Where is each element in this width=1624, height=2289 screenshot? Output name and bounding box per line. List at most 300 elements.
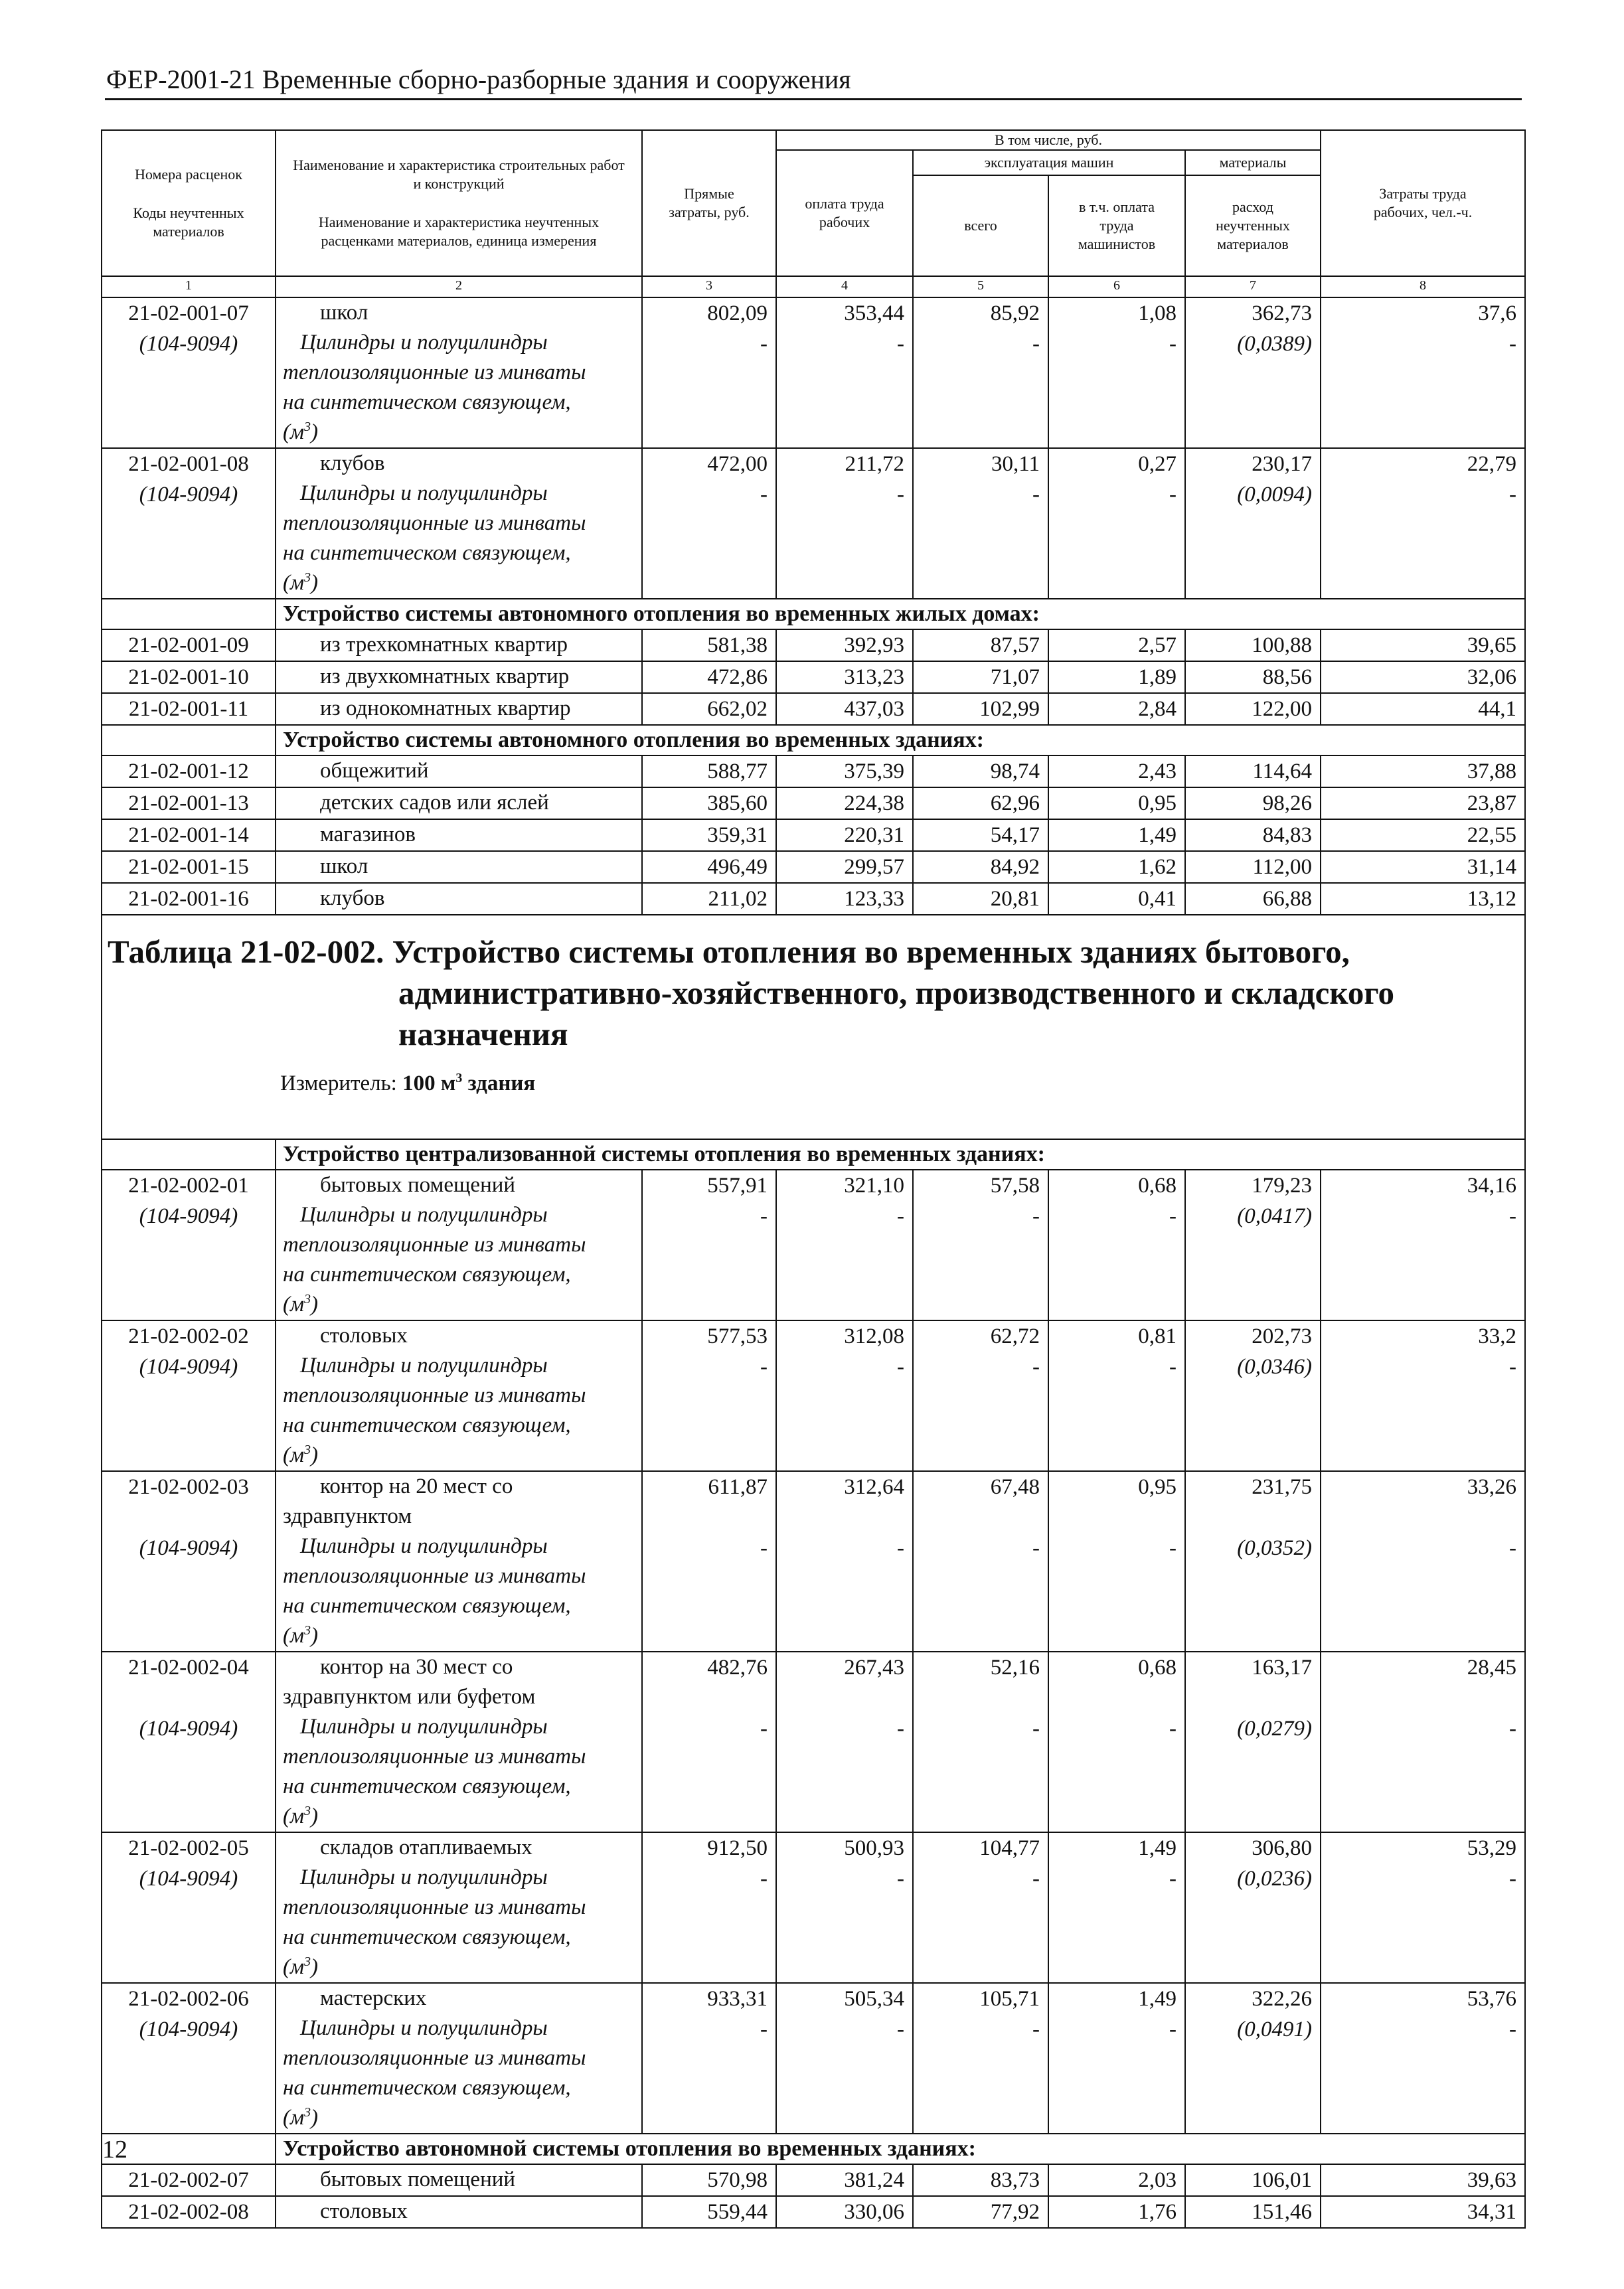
value-v8 — [1321, 1652, 1525, 1832]
value-v8: 13,12 — [1321, 883, 1525, 915]
rate-code: 21-02-001-15 — [102, 851, 276, 883]
value: 0,81 — [1138, 1324, 1177, 1348]
work-name: бытовых помещений — [320, 1173, 516, 1197]
unit: м — [290, 1955, 305, 1979]
rate-name-cell — [276, 1320, 642, 1471]
value: 0,68 — [1138, 1174, 1177, 1198]
value: 472,00 — [707, 452, 768, 476]
sub-value: (0,0389) — [1237, 332, 1313, 356]
sub-value: (0,0417) — [1237, 1204, 1313, 1228]
value-v6: 2,57 — [1048, 629, 1185, 661]
rate-row — [102, 629, 1525, 661]
material-description — [283, 2013, 641, 2133]
value: 1,49 — [1138, 1836, 1177, 1860]
table-title-line: Таблица 21-02-002. Устройство системы отопления во временных зданиях бытового, — [108, 933, 1350, 970]
section-caption: Устройство автономной системы отопления во временных зданиях: — [276, 2134, 1525, 2164]
work-name: клубов — [320, 451, 385, 475]
document-header-title: ФЕР-2001-21 Временные сборно-разборные здания и сооружения — [106, 64, 851, 94]
value-v8: 32,06 — [1321, 661, 1525, 693]
material-code: (104-9094) — [139, 332, 238, 356]
sub-value: - — [897, 1867, 904, 1891]
sub-value: (0,0094) — [1237, 483, 1313, 507]
value: 912,50 — [707, 1836, 768, 1860]
table-title — [102, 915, 1525, 1139]
value: 28,45 — [1467, 1656, 1517, 1680]
material-description — [283, 1532, 641, 1651]
value-v8 — [1321, 1983, 1525, 2134]
sub-value: - — [1509, 1204, 1517, 1228]
sub-value: - — [760, 1867, 768, 1891]
rate-row — [102, 755, 1525, 787]
value-v3 — [642, 297, 776, 448]
material-line: теплоизоляционные из минваты — [283, 2046, 586, 2070]
value-v7 — [1185, 1320, 1321, 1471]
value-v4 — [776, 448, 913, 599]
material-unit: $(м^3)$ — [283, 1954, 318, 1979]
rate-code: 21-02-001-07 — [128, 301, 249, 325]
value-v6: 1,62 — [1048, 851, 1185, 883]
material-line: на синтетическом связующем, — [283, 541, 571, 565]
work-name: школ — [320, 301, 368, 325]
work-name: столовых — [320, 1324, 408, 1348]
material-line: Цилиндры и полуцилиндры — [300, 1865, 548, 1889]
rate-code-cell — [102, 1832, 276, 1983]
material-unit: $(м^3)$ — [283, 420, 318, 444]
sub-value: - — [1032, 483, 1040, 507]
sub-value: - — [760, 1536, 768, 1560]
value-v4 — [776, 1471, 913, 1652]
unit: м — [290, 2106, 305, 2130]
unit: м — [290, 1293, 305, 1316]
table-title-row — [102, 915, 1525, 1139]
work-name: общежитий — [320, 759, 429, 783]
value-v7: 106,01 — [1185, 2164, 1321, 2196]
value-v5 — [913, 1832, 1048, 1983]
value-v7: 98,26 — [1185, 787, 1321, 819]
value-v6 — [1048, 1652, 1185, 1832]
caption-spacer — [102, 1139, 276, 1170]
rate-code: 21-02-001-10 — [102, 661, 276, 693]
rate-row — [102, 1471, 1525, 1652]
value-v3: 472,86 — [642, 661, 776, 693]
unit: м — [290, 571, 305, 595]
value: 312,64 — [844, 1475, 904, 1499]
material-line: Цилиндры и полуцилиндры — [300, 481, 548, 505]
sub-value: - — [1169, 1717, 1177, 1741]
value-v6 — [1048, 1983, 1185, 2134]
value-v8: 37,88 — [1321, 755, 1525, 787]
value-v5: 20,81 — [913, 883, 1048, 915]
material-line: Цилиндры и полуцилиндры — [300, 1203, 548, 1227]
sub-value: - — [1032, 1717, 1040, 1741]
rate-row — [102, 787, 1525, 819]
sub-value: - — [1509, 1717, 1517, 1741]
material-line: теплоизоляционные из минваты — [283, 360, 586, 384]
value: 230,17 — [1252, 452, 1313, 476]
value: 577,53 — [707, 1324, 768, 1348]
col-2-top: Наименование и характеристика строительных работ и конструкций — [293, 157, 625, 192]
sub-value: - — [1169, 1204, 1177, 1228]
value-v5 — [913, 1652, 1048, 1832]
rate-code-cell — [102, 1983, 276, 2134]
value-v7: 66,88 — [1185, 883, 1321, 915]
rate-code-cell — [102, 297, 276, 448]
sub-value: - — [1169, 1536, 1177, 1560]
sub-value: - — [760, 1355, 768, 1379]
rate-name-cell — [276, 1832, 642, 1983]
value: 0,27 — [1138, 452, 1177, 476]
material-description — [283, 1712, 641, 1832]
rate-code: 21-02-002-04 — [128, 1656, 249, 1680]
column-numbers-row — [102, 276, 1525, 297]
material-unit: $(м^3)$ — [283, 1292, 318, 1316]
caption-spacer — [102, 2134, 276, 2164]
caption-spacer — [102, 725, 276, 755]
value-v3: 570,98 — [642, 2164, 776, 2196]
value-v7 — [1185, 448, 1321, 599]
value-v3 — [642, 1652, 776, 1832]
value-v3 — [642, 1983, 776, 2134]
value: 179,23 — [1252, 1174, 1313, 1198]
sub-value: (0,0491) — [1237, 2017, 1313, 2041]
sub-value: - — [1169, 1867, 1177, 1891]
rate-row — [102, 1652, 1525, 1832]
including-header: В том числе, руб. — [776, 130, 1321, 150]
col-3-header: Прямые затраты, руб. — [642, 130, 776, 276]
sub-value: - — [760, 332, 768, 356]
col-5-header: всего — [913, 175, 1048, 276]
value: 22,79 — [1467, 452, 1517, 476]
work-name: бытовых помещений — [320, 2168, 516, 2191]
value: 34,16 — [1467, 1174, 1517, 1198]
value-v8: 23,87 — [1321, 787, 1525, 819]
value-v6: 2,03 — [1048, 2164, 1185, 2196]
value-v4: 123,33 — [776, 883, 913, 915]
value: 211,72 — [845, 452, 904, 476]
column-number: 2 — [276, 276, 642, 297]
material-line: теплоизоляционные из минваты — [283, 1383, 586, 1407]
value: 30,11 — [991, 452, 1040, 476]
value-v7: 151,46 — [1185, 2196, 1321, 2228]
sub-value: - — [1509, 332, 1517, 356]
value: 557,91 — [707, 1174, 768, 1198]
value-v5 — [913, 1983, 1048, 2134]
material-unit: $(м^3)$ — [283, 1623, 318, 1648]
sub-value: - — [1169, 332, 1177, 356]
rate-row — [102, 883, 1525, 915]
rate-row — [102, 2164, 1525, 2196]
value-v6: 2,84 — [1048, 693, 1185, 725]
material-line: Цилиндры и полуцилиндры — [300, 2016, 548, 2040]
sub-value: - — [1032, 332, 1040, 356]
col-1-header — [102, 130, 276, 276]
table-title-line: административно-хозяйственного, производственного и складского — [398, 975, 1394, 1011]
material-line: теплоизоляционные из минваты — [283, 1564, 586, 1588]
section-caption: Устройство централизованной системы отопления во временных зданиях: — [276, 1139, 1525, 1170]
sub-value: (0,0346) — [1237, 1355, 1313, 1379]
value-v7 — [1185, 1983, 1321, 2134]
sub-value: (0,0279) — [1237, 1717, 1313, 1741]
unit: м — [290, 420, 305, 444]
rate-name-cell — [276, 1471, 642, 1652]
rate-name — [276, 2196, 642, 2228]
rate-row — [102, 851, 1525, 883]
rate-code: 21-02-001-09 — [102, 629, 276, 661]
material-line: Цилиндры и полуцилиндры — [300, 1715, 548, 1739]
col-2-header — [276, 130, 642, 276]
value-v5 — [913, 1320, 1048, 1471]
value-v4 — [776, 1832, 913, 1983]
material-code: (104-9094) — [139, 1867, 238, 1891]
value: 62,72 — [990, 1324, 1040, 1348]
section-caption-row — [102, 599, 1525, 629]
unit-sup: 3 — [304, 1804, 311, 1818]
value: 85,92 — [990, 301, 1040, 325]
header-rule — [105, 98, 1522, 100]
rate-name-cell — [276, 1983, 642, 2134]
sub-value: - — [897, 1355, 904, 1379]
sub-value: - — [1032, 2017, 1040, 2041]
rate-code-cell — [102, 1652, 276, 1832]
value-v4: 330,06 — [776, 2196, 913, 2228]
value-v5: 83,73 — [913, 2164, 1048, 2196]
value-v7 — [1185, 297, 1321, 448]
value-v8: 44,1 — [1321, 693, 1525, 725]
rate-row — [102, 1170, 1525, 1320]
value-v7: 122,00 — [1185, 693, 1321, 725]
value-v5 — [913, 297, 1048, 448]
material-unit: $(м^3)$ — [283, 570, 318, 595]
value: 500,93 — [844, 1836, 904, 1860]
sub-value: - — [1169, 2017, 1177, 2041]
value: 52,16 — [990, 1656, 1040, 1680]
value: 104,77 — [979, 1836, 1040, 1860]
rate-name — [276, 883, 642, 915]
sub-value: - — [897, 1536, 904, 1560]
rate-row — [102, 1983, 1525, 2134]
value-v4: 313,23 — [776, 661, 913, 693]
value-v4 — [776, 1320, 913, 1471]
rate-code: 21-02-002-06 — [128, 1987, 249, 2011]
value-v6 — [1048, 1832, 1185, 1983]
value-v7: 112,00 — [1185, 851, 1321, 883]
value-v3: 559,44 — [642, 2196, 776, 2228]
value-v5 — [913, 448, 1048, 599]
rate-name — [276, 693, 642, 725]
col-4-header: оплата труда рабочих — [776, 150, 913, 276]
value-v3: 359,31 — [642, 819, 776, 851]
value-v4: 381,24 — [776, 2164, 913, 2196]
sub-value: - — [1032, 1536, 1040, 1560]
material-description — [283, 328, 641, 447]
unit-sup: 3 — [304, 570, 311, 585]
unit-sup: 3 — [304, 2105, 311, 2120]
material-code: (104-9094) — [139, 1355, 238, 1379]
rate-row — [102, 1832, 1525, 1983]
value: 53,76 — [1467, 1987, 1517, 2011]
sub-value: (0,0352) — [1237, 1536, 1313, 1560]
sub-value: - — [1509, 1867, 1517, 1891]
value-v3 — [642, 1832, 776, 1983]
work-name: контор на 20 мест со — [320, 1474, 513, 1498]
material-line: Цилиндры и полуцилиндры — [300, 1354, 548, 1378]
value: 321,10 — [844, 1174, 904, 1198]
rate-code: 21-02-001-16 — [102, 883, 276, 915]
value-v3: 211,02 — [642, 883, 776, 915]
work-name: из двухкомнатных квартир — [320, 665, 570, 688]
value-v5: 62,96 — [913, 787, 1048, 819]
value: 202,73 — [1252, 1324, 1313, 1348]
work-name: мастерских — [320, 1986, 427, 2010]
value-v5 — [913, 1170, 1048, 1320]
value: 267,43 — [844, 1656, 904, 1680]
rate-name — [276, 851, 642, 883]
value-v6 — [1048, 1170, 1185, 1320]
rate-row — [102, 2196, 1525, 2228]
value-v3 — [642, 1320, 776, 1471]
value: 33,2 — [1478, 1324, 1517, 1348]
value-v4: 437,03 — [776, 693, 913, 725]
sub-value: - — [1169, 1355, 1177, 1379]
work-name: складов отапливаемых — [320, 1836, 532, 1859]
column-number: 1 — [102, 276, 276, 297]
material-line: на синтетическом связующем, — [283, 1594, 571, 1618]
value-v4: 299,57 — [776, 851, 913, 883]
material-line: на синтетическом связующем, — [283, 1775, 571, 1798]
value: 362,73 — [1252, 301, 1313, 325]
value: 611,87 — [708, 1475, 768, 1499]
col-6-header: в т.ч. оплата труда машинистов — [1048, 175, 1185, 276]
value: 322,26 — [1252, 1987, 1313, 2011]
value-v8: 34,31 — [1321, 2196, 1525, 2228]
rate-code: 21-02-002-02 — [128, 1324, 249, 1348]
rate-code: 21-02-001-13 — [102, 787, 276, 819]
value-v3: 588,77 — [642, 755, 776, 787]
unit: м — [290, 1443, 305, 1467]
value: 105,71 — [979, 1987, 1040, 2011]
material-unit: $(м^3)$ — [283, 1804, 318, 1828]
rate-code: 21-02-001-12 — [102, 755, 276, 787]
section-caption-row — [102, 1139, 1525, 1170]
col-7-header: расход неучтенных материалов — [1185, 175, 1321, 276]
value: 37,6 — [1478, 301, 1517, 325]
value-v6: 2,43 — [1048, 755, 1185, 787]
rate-code: 21-02-002-08 — [102, 2196, 276, 2228]
value: 0,95 — [1138, 1475, 1177, 1499]
header-row-1 — [102, 130, 1525, 150]
value: 482,76 — [707, 1656, 768, 1680]
section-caption: Устройство системы автономного отопления во временных жилых домах: — [276, 599, 1525, 629]
sub-value: - — [760, 1204, 768, 1228]
value-v6: 1,49 — [1048, 819, 1185, 851]
work-name: здравпунктом — [283, 1504, 412, 1528]
material-line: на синтетическом связующем, — [283, 1413, 571, 1437]
material-code: (104-9094) — [139, 1717, 238, 1741]
value: 306,80 — [1252, 1836, 1313, 1860]
material-line: теплоизоляционные из минваты — [283, 1745, 586, 1769]
material-description — [283, 1863, 641, 1982]
unit-sup: 3 — [304, 420, 311, 434]
value-v4 — [776, 1170, 913, 1320]
value-v4: 392,93 — [776, 629, 913, 661]
value: 67,48 — [990, 1475, 1040, 1499]
value-v5: 102,99 — [913, 693, 1048, 725]
value-v6: 1,76 — [1048, 2196, 1185, 2228]
value-v4: 375,39 — [776, 755, 913, 787]
value-v3 — [642, 1471, 776, 1652]
value-v5: 87,57 — [913, 629, 1048, 661]
rate-code: 21-02-002-01 — [128, 1174, 249, 1198]
value: 53,29 — [1467, 1836, 1517, 1860]
machines-header: эксплуатация машин — [913, 150, 1185, 175]
value-v7: 84,83 — [1185, 819, 1321, 851]
value-v4 — [776, 1983, 913, 2134]
unit-sup: 3 — [304, 1292, 311, 1306]
work-name: детских садов или яслей — [320, 791, 549, 815]
rate-code-cell — [102, 1170, 276, 1320]
rate-code-cell — [102, 1320, 276, 1471]
value-v5 — [913, 1471, 1048, 1652]
value: 802,09 — [707, 301, 768, 325]
value-v6: 0,41 — [1048, 883, 1185, 915]
rate-row — [102, 819, 1525, 851]
rate-name — [276, 819, 642, 851]
material-description — [283, 1200, 641, 1320]
rate-name — [276, 755, 642, 787]
sub-value: - — [1509, 483, 1517, 507]
measure-tail: здания — [467, 1071, 536, 1095]
value-v6: 0,95 — [1048, 787, 1185, 819]
work-name: из трехкомнатных квартир — [320, 633, 568, 657]
work-name: контор на 30 мест со — [320, 1655, 513, 1679]
column-number: 8 — [1321, 276, 1525, 297]
value: 0,68 — [1138, 1656, 1177, 1680]
sub-value: - — [1032, 1867, 1040, 1891]
measure-number: 100 м — [402, 1071, 456, 1095]
col-2-bottom: Наименование и характеристика неучтенных расценками материалов, единица измерения — [318, 214, 600, 249]
material-line: на синтетическом связующем, — [283, 2076, 571, 2100]
sub-value: - — [1032, 1204, 1040, 1228]
material-code: (104-9094) — [139, 2017, 238, 2041]
material-unit: $(м^3)$ — [283, 1443, 318, 1467]
measure-sup: 3 — [455, 1071, 463, 1085]
value-v8 — [1321, 1471, 1525, 1652]
rate-row — [102, 448, 1525, 599]
column-number: 7 — [1185, 276, 1321, 297]
rate-code-cell — [102, 1471, 276, 1652]
rate-row — [102, 693, 1525, 725]
sub-value: - — [760, 1717, 768, 1741]
value: 312,08 — [844, 1324, 904, 1348]
work-name: из однокомнатных квартир — [320, 696, 571, 720]
material-line: теплоизоляционные из минваты — [283, 511, 586, 535]
value: 1,08 — [1138, 301, 1177, 325]
rate-name — [276, 787, 642, 819]
rate-name-cell — [276, 297, 642, 448]
caption-spacer — [102, 599, 276, 629]
value-v6 — [1048, 1471, 1185, 1652]
sub-value: - — [897, 1204, 904, 1228]
rate-code: 21-02-001-11 — [102, 693, 276, 725]
rate-code: 21-02-002-07 — [102, 2164, 276, 2196]
material-code: (104-9094) — [139, 1536, 238, 1560]
value: 505,34 — [844, 1987, 904, 2011]
material-line: Цилиндры и полуцилиндры — [300, 331, 548, 355]
rate-name — [276, 661, 642, 693]
value-v8: 39,65 — [1321, 629, 1525, 661]
value-v8: 22,55 — [1321, 819, 1525, 851]
sub-value: - — [1509, 1536, 1517, 1560]
